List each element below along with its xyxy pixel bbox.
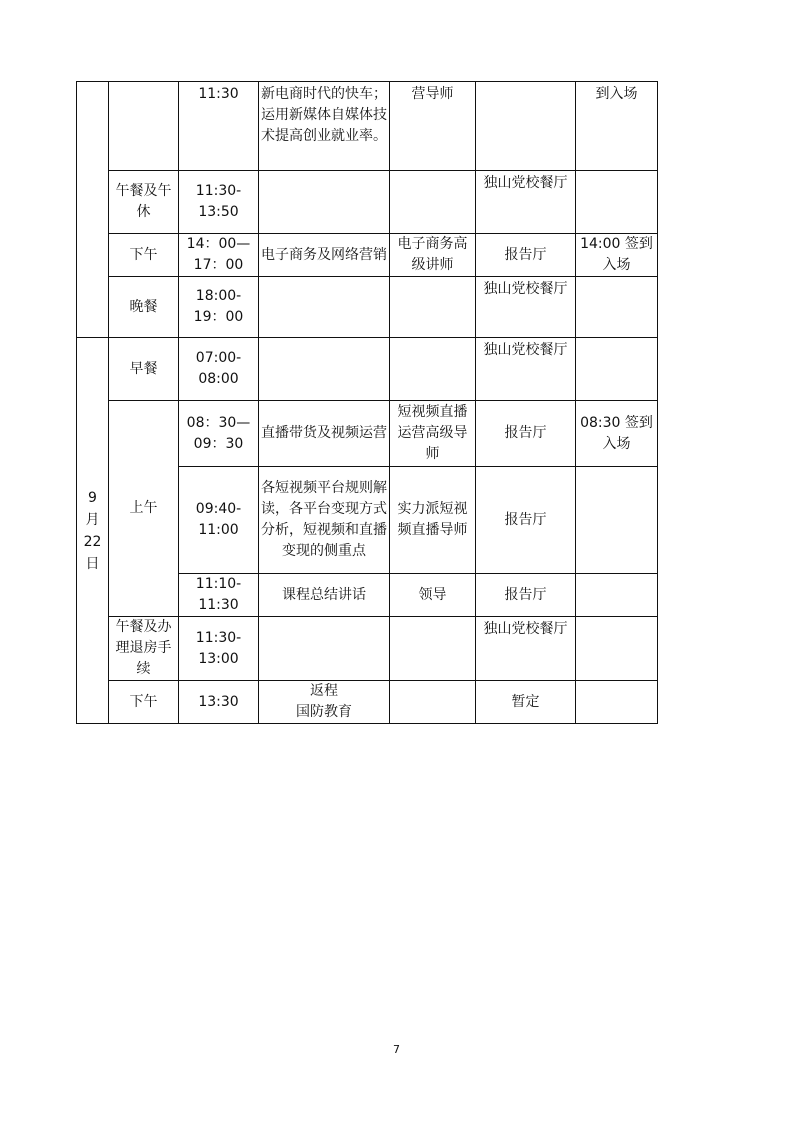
table-row <box>77 171 658 234</box>
content-cell: 新电商时代的快车；运用新媒体自媒体技术提高创业就业率。 <box>259 82 390 171</box>
speaker-cell: 营导师 <box>390 82 476 171</box>
content-cell: 直播带货及视频运营 <box>259 401 390 467</box>
note-cell-empty <box>576 617 658 681</box>
time-cell: 11:30-13:50 <box>179 171 259 234</box>
venue-cell: 独山党校餐厅 <box>476 338 576 401</box>
content-cell-empty <box>259 277 390 338</box>
time-cell: 07:00-08:00 <box>179 338 259 401</box>
table-row <box>77 277 658 338</box>
speaker-cell: 电子商务高级讲师 <box>390 234 476 277</box>
time-cell: 13:30 <box>179 681 259 724</box>
date-cell-continued <box>77 82 109 338</box>
speaker-cell: 领导 <box>390 574 476 617</box>
table-row <box>77 401 658 467</box>
venue-cell: 报告厅 <box>476 234 576 277</box>
speaker-cell: 短视频直播运营高级导师 <box>390 401 476 467</box>
date-cell <box>77 338 109 724</box>
time-cell: 11:10-11:30 <box>179 574 259 617</box>
time-cell: 18:00-19：00 <box>179 277 259 338</box>
content-cell-empty <box>259 171 390 234</box>
venue-cell: 报告厅 <box>476 467 576 574</box>
session-cell: 下午 <box>109 234 179 277</box>
venue-cell: 独山党校餐厅 <box>476 171 576 234</box>
session-cell-empty <box>109 82 179 171</box>
content-line: 返程 <box>310 683 338 699</box>
note-cell-empty <box>576 277 658 338</box>
note-cell: 14:00 签到入场 <box>576 234 658 277</box>
date-month: 9 <box>88 489 97 506</box>
date-day: 22 <box>83 533 102 550</box>
content-cell <box>259 681 390 724</box>
session-cell: 午餐及午休 <box>109 171 179 234</box>
content-cell-empty <box>259 617 390 681</box>
note-cell-empty <box>576 171 658 234</box>
venue-cell-empty <box>476 82 576 171</box>
speaker-cell-empty <box>390 617 476 681</box>
note-cell-empty <box>576 467 658 574</box>
session-cell: 下午 <box>109 681 179 724</box>
venue-cell: 独山党校餐厅 <box>476 277 576 338</box>
schedule-table <box>76 81 658 724</box>
content-cell: 课程总结讲话 <box>259 574 390 617</box>
content-cell-empty <box>259 338 390 401</box>
date-day-char: 日 <box>85 555 100 572</box>
speaker-cell-empty <box>390 338 476 401</box>
session-cell: 早餐 <box>109 338 179 401</box>
time-cell: 11:30 <box>179 82 259 171</box>
table-row <box>77 234 658 277</box>
time-cell: 11:30-13:00 <box>179 617 259 681</box>
content-line: 国防教育 <box>296 704 352 720</box>
table-row <box>77 681 658 724</box>
speaker-cell-empty <box>390 277 476 338</box>
table-row <box>77 617 658 681</box>
venue-cell: 独山党校餐厅 <box>476 617 576 681</box>
note-cell: 08:30 签到入场 <box>576 401 658 467</box>
table-row <box>77 82 658 171</box>
content-cell: 电子商务及网络营销 <box>259 234 390 277</box>
session-cell: 晚餐 <box>109 277 179 338</box>
note-cell-empty <box>576 681 658 724</box>
date-month-char: 月 <box>85 511 100 528</box>
time-cell: 08：30—09：30 <box>179 401 259 467</box>
venue-cell: 暂定 <box>476 681 576 724</box>
note-cell-empty <box>576 338 658 401</box>
time-cell: 14：00—17：00 <box>179 234 259 277</box>
note-cell-empty <box>576 574 658 617</box>
session-cell: 午餐及办理退房手续 <box>109 617 179 681</box>
venue-cell: 报告厅 <box>476 574 576 617</box>
session-cell: 上午 <box>109 401 179 617</box>
speaker-cell-empty <box>390 681 476 724</box>
speaker-cell: 实力派短视频直播导师 <box>390 467 476 574</box>
speaker-cell-empty <box>390 171 476 234</box>
page-number: 7 <box>393 1043 400 1056</box>
note-cell: 到入场 <box>576 82 658 171</box>
table-row <box>77 338 658 401</box>
time-cell: 09:40-11:00 <box>179 467 259 574</box>
content-cell: 各短视频平台规则解读，各平台变现方式分析，短视频和直播变现的侧重点 <box>259 467 390 574</box>
venue-cell: 报告厅 <box>476 401 576 467</box>
